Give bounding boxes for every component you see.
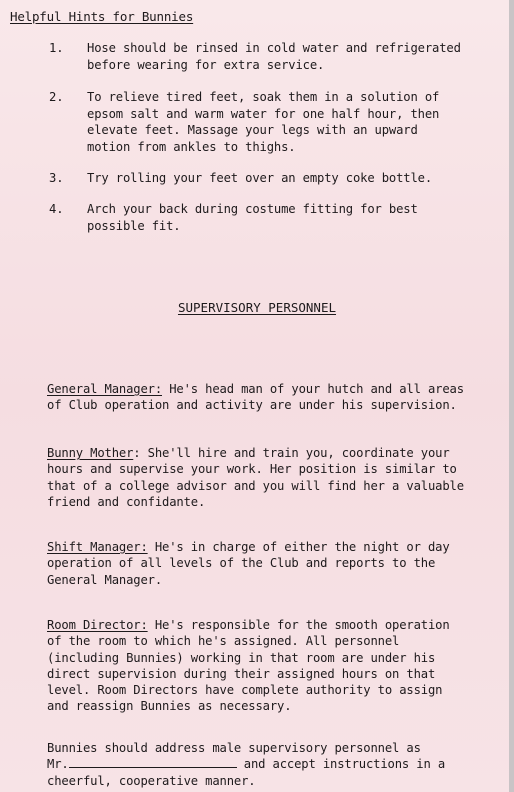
hint-number: 1. (49, 41, 64, 55)
hint-number: 3. (49, 171, 64, 185)
role-bunny-mother (47, 445, 507, 510)
role-name: Bunny Mother (47, 446, 134, 460)
role-name: Room Director: (47, 618, 148, 632)
closing-line-3: cheerful, cooperative manner. (47, 773, 256, 788)
page-edge-border (509, 0, 514, 792)
hint-text: Arch your back during costume fitting for best possible fit. (87, 202, 418, 233)
hint-number: 4. (49, 202, 64, 216)
hint-text: To relieve tired feet, soak them in a solution of epsom salt and warm water for one half hour, then elevate feet. Massage your legs with an upward motion from ankles to thighs. (87, 90, 440, 154)
role-description: He's responsible for the smooth operation of the room to which he's assigned. All personnel (including Bunnies) working in that room are under his direct supervision during their assigned hours on that level. Room Directors have complete authority to assign and reassign Bunnies as necessary. (47, 618, 450, 714)
closing-paragraph (47, 740, 507, 789)
section-title (0, 300, 514, 316)
hint-text: Hose should be rinsed in cold water and refrigerated before wearing for extra service. (87, 41, 461, 72)
role-room-director (47, 617, 507, 715)
hint-number: 2. (49, 90, 64, 104)
hint-item-3 (49, 170, 494, 187)
role-name: General Manager: (47, 382, 162, 396)
section-title-text: SUPERVISORY PERSONNEL (177, 300, 337, 315)
hint-text: Try rolling your feet over an empty coke bottle. (87, 171, 432, 185)
closing-suffix: and accept instructions in a (236, 757, 445, 772)
closing-line-2 (47, 756, 507, 772)
role-name: Shift Manager: (47, 540, 148, 554)
role-description: He's in charge of either the night or day operation of all levels of the Club and reports to the General Manager. (47, 540, 450, 587)
role-shift-manager (47, 539, 507, 588)
document-heading: Helpful Hints for Bunnies (10, 9, 194, 24)
hint-item-1 (49, 40, 494, 73)
hint-item-2 (49, 89, 494, 155)
closing-prefix: Mr. (47, 757, 69, 772)
hint-item-4 (49, 201, 494, 234)
role-general-manager (47, 381, 507, 414)
name-blank-line (69, 756, 237, 768)
closing-line-1: Bunnies should address male supervisory personnel as (47, 741, 421, 755)
role-description: : She'll hire and train you, coordinate your hours and supervise your work. Her position is similar to that of a college advisor and you will find her a valuable friend and confidante. (47, 446, 464, 509)
role-description: He's head man of your hutch and all areas of Club operation and activity are under his supervision. (47, 382, 464, 413)
